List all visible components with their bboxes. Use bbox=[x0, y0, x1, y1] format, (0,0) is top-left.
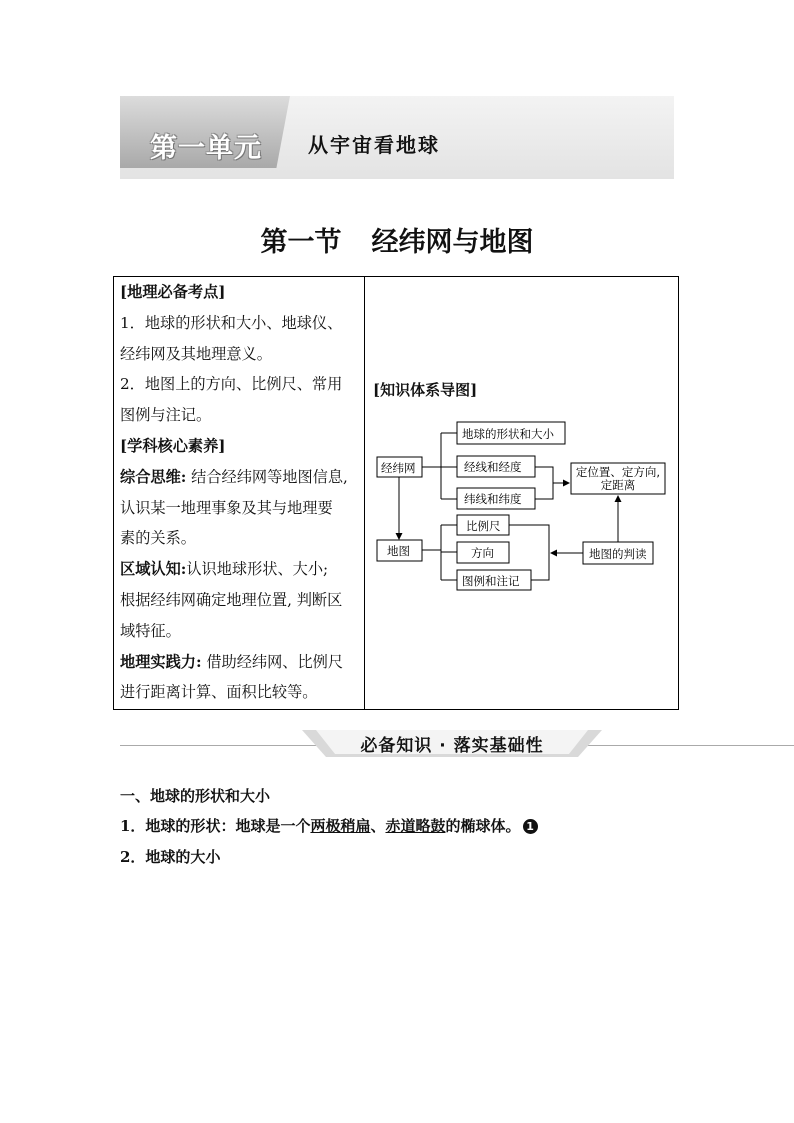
header-rule-right bbox=[580, 745, 794, 746]
point-2b: 图例与注记。 bbox=[120, 406, 212, 425]
unit-banner bbox=[120, 96, 674, 179]
point-1a: 1．地球的形状和大小、地球仪、 bbox=[120, 313, 343, 332]
literacy-3b: 进行距离计算、面积比较等。 bbox=[120, 683, 318, 702]
header-rule-left bbox=[120, 745, 330, 746]
arrow-to-locate bbox=[535, 467, 569, 499]
point-1b: 经纬网及其地理意义。 bbox=[120, 344, 272, 363]
line-1-underline-1: 两极稍扁 bbox=[310, 817, 371, 835]
node-shape: 地球的形状和大小 bbox=[462, 427, 554, 441]
literacy-1c: 素的关系。 bbox=[120, 529, 196, 548]
node-weixian: 纬线和纬度 bbox=[464, 492, 522, 506]
knowledge-header: 必备知识 · 落实基础性 bbox=[360, 736, 544, 756]
node-legend: 图例和注记 bbox=[462, 574, 520, 588]
unit-title: 从宇宙看地球 bbox=[308, 133, 440, 157]
node-ditu: 地图 bbox=[387, 544, 410, 558]
mind-map-label: [知识体系导图] bbox=[373, 381, 478, 399]
literacy-1b: 认识某一地理事象及其与地理要 bbox=[120, 498, 333, 517]
unit-tab-label: 第一单元 bbox=[150, 133, 262, 164]
bracket-scale-legend bbox=[509, 525, 549, 580]
note-marker[interactable]: 1 bbox=[523, 819, 538, 834]
line-earth-size: 2．地球的大小 bbox=[120, 848, 221, 866]
node-jingweiwang: 经纬网 bbox=[381, 461, 416, 475]
line-1-sep: 、 bbox=[370, 817, 386, 835]
node-locate-b: 定距离 bbox=[600, 478, 636, 492]
node-locate-a: 定位置、定方向, bbox=[575, 465, 661, 479]
exam-points-header: [地理必备考点] bbox=[120, 283, 226, 301]
literacy-3-label: 地理实践力: bbox=[120, 652, 202, 671]
node-direction: 方向 bbox=[471, 546, 494, 560]
mind-map-diagram bbox=[365, 277, 679, 709]
literacy-2-label: 区域认知: bbox=[120, 560, 187, 579]
point-2a: 2．地图上的方向、比例尺、常用 bbox=[120, 375, 343, 394]
literacy-1a bbox=[120, 462, 360, 493]
literacy-2c: 域特征。 bbox=[120, 621, 181, 640]
overview-box bbox=[113, 276, 679, 710]
line-1-prefix: 1．地球的形状：地球是一个 bbox=[120, 817, 311, 835]
literacy-2a bbox=[120, 554, 360, 585]
heading-shape-size: 一、地球的形状和大小 bbox=[120, 787, 271, 805]
node-reading: 地图的判读 bbox=[589, 547, 647, 561]
literacy-3a bbox=[120, 647, 360, 678]
brace-ditu bbox=[422, 525, 457, 580]
line-earth-shape bbox=[120, 815, 538, 836]
line-1-underline-2: 赤道略鼓 bbox=[385, 817, 446, 835]
literacy-1-label: 综合思维: bbox=[120, 467, 187, 486]
section-number: 第一节 bbox=[260, 227, 342, 258]
section-title bbox=[0, 220, 794, 259]
mind-map-column bbox=[365, 277, 679, 709]
literacy-3-text: 借助经纬网、比例尺 bbox=[201, 652, 344, 671]
brace-jingweiwang bbox=[422, 433, 457, 499]
node-scale: 比例尺 bbox=[466, 519, 501, 533]
literacy-2b: 根据经纬网确定地理位置, 判断区 bbox=[120, 590, 343, 609]
line-1-suffix: 的椭球体。 bbox=[445, 817, 521, 835]
section-name: 经纬网与地图 bbox=[371, 227, 534, 258]
literacy-header: [学科核心素养] bbox=[120, 436, 226, 455]
literacy-1-text: 结合经纬网等地图信息, bbox=[186, 467, 348, 486]
literacy-2-text: 认识地球形状、大小; bbox=[186, 560, 329, 579]
exam-points-column bbox=[120, 277, 360, 708]
node-jingxian: 经线和经度 bbox=[464, 460, 522, 474]
